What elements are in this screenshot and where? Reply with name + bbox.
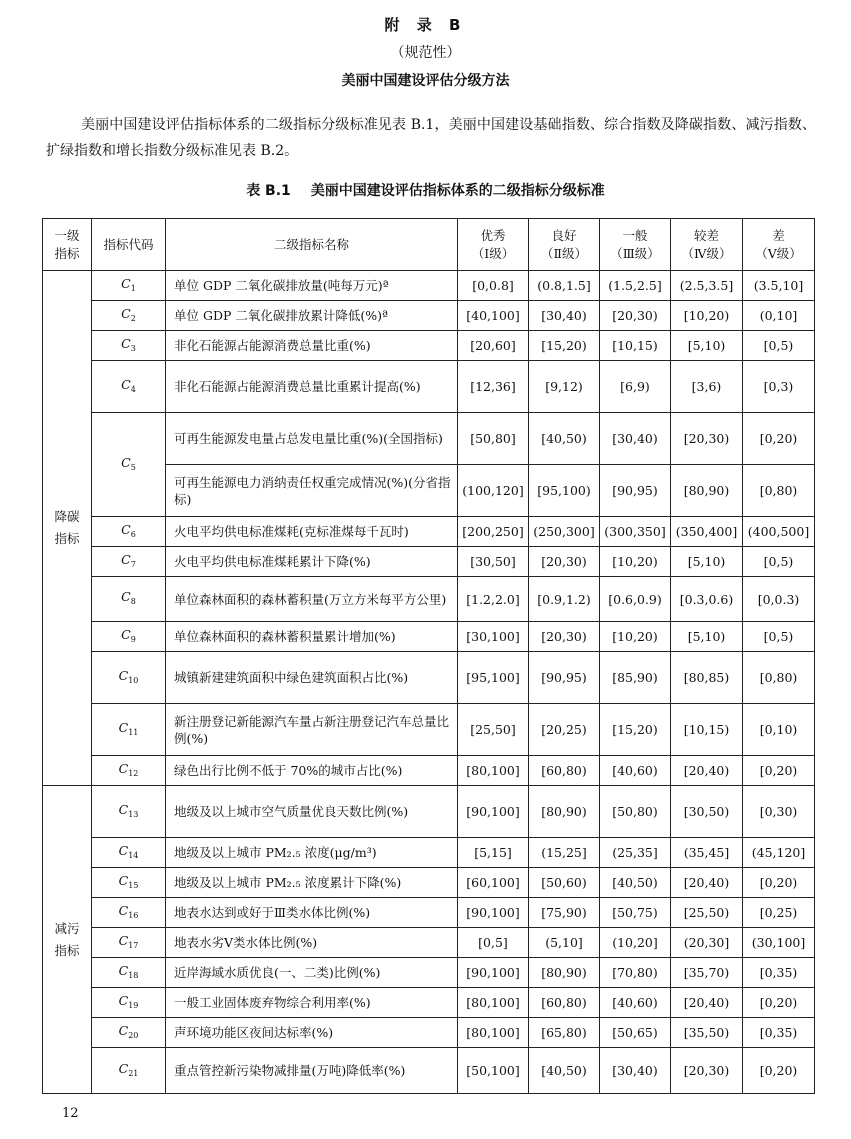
code-subscript: 17 (128, 940, 139, 950)
code-letter: $C_{16}$ (118, 902, 139, 920)
grade-range-2: (15,25] (529, 838, 600, 868)
table-row (43, 331, 815, 361)
indicator-name: 地表水劣Ⅴ类水体比例(%) (166, 928, 458, 958)
grade-range-3: (10,20] (600, 928, 671, 958)
grade-range-5: [0,20) (743, 1048, 815, 1094)
code-subscript: 6 (130, 529, 136, 539)
code-subscript: 5 (130, 462, 136, 472)
grade-range-3: (25,35] (600, 838, 671, 868)
grade-range-3: (300,350] (600, 517, 671, 547)
grade-range-1: [80,100] (458, 1018, 529, 1048)
grade-range-4: [80,90) (671, 465, 743, 517)
grade-range-4: (2.5,3.5] (671, 271, 743, 301)
code-letter: $C_{19}$ (118, 992, 139, 1010)
indicator-code (92, 898, 166, 928)
code-letter: $C_7$ (121, 551, 136, 569)
grade-range-4: (20,30] (671, 928, 743, 958)
grade-range-4: [30,50) (671, 786, 743, 838)
grade-range-5: [0,0.3) (743, 577, 815, 622)
appendix-title: 附 录 B (384, 16, 467, 34)
code-subscript: 18 (128, 970, 139, 980)
grade-range-2: [50,60) (529, 868, 600, 898)
code-subscript: 11 (128, 727, 139, 737)
grade-range-2: [40,50) (529, 413, 600, 465)
indicator-name: 可再生能源发电量占总发电量比重(%)(全国指标) (166, 413, 458, 465)
grade-range-4: [20,30) (671, 413, 743, 465)
code-letter: $C_{11}$ (118, 719, 139, 737)
indicator-name: 地级及以上城市 PM₂.₅ 浓度(μg/m³) (166, 838, 458, 868)
code-subscript: 10 (128, 675, 139, 685)
grade-level: （Ⅲ级） (610, 245, 660, 261)
header-level1-line2: 指标 (54, 245, 80, 261)
grade-range-1: [50,100] (458, 1048, 529, 1094)
code-letter: $C_6$ (121, 521, 136, 539)
code-letter: $C_4$ (121, 376, 136, 394)
table-body (43, 219, 815, 1094)
indicator-code (92, 988, 166, 1018)
category-line1: 降碳 (54, 509, 80, 524)
grade-range-5: (3.5,10] (743, 271, 815, 301)
grade-range-5: [0,20) (743, 413, 815, 465)
appendix-subtitle: （规范性） (390, 45, 461, 61)
indicator-code (92, 756, 166, 786)
table-caption (0, 180, 851, 200)
table-caption-title: 美丽中国建设评估指标体系的二级指标分级标准 (310, 183, 605, 199)
code-letter: $C_{21}$ (118, 1060, 139, 1078)
grade-range-3: [40,50) (600, 868, 671, 898)
grade-range-5: (400,500] (743, 517, 815, 547)
indicator-name: 一般工业固体废弃物综合利用率(%) (166, 988, 458, 1018)
grade-name: 较差 (693, 227, 719, 243)
grade-range-2: [95,100) (529, 465, 600, 517)
code-letter: $C_{10}$ (118, 667, 139, 685)
code-subscript: 1 (130, 283, 136, 293)
header-name: 二级指标名称 (166, 219, 458, 271)
page-number: 12 (62, 1106, 79, 1121)
indicator-name: 单位 GDP 二氧化碳排放累计降低(%)ª (166, 301, 458, 331)
grade-range-1: [20,60] (458, 331, 529, 361)
appendix-heading: 美丽中国建设评估分级方法 (341, 73, 510, 89)
grade-range-3: [20,30) (600, 301, 671, 331)
table-row (43, 756, 815, 786)
grade-range-4: [5,10) (671, 331, 743, 361)
indicator-code (92, 1048, 166, 1094)
grade-range-1: [40,100] (458, 301, 529, 331)
grade-name: 优秀 (480, 227, 506, 243)
table-row (43, 988, 815, 1018)
indicator-name: 单位 GDP 二氧化碳排放量(吨每万元)ª (166, 271, 458, 301)
indicator-code (92, 361, 166, 413)
table-row (43, 898, 815, 928)
grade-range-1: [0,5] (458, 928, 529, 958)
code-subscript: 2 (130, 313, 136, 323)
grade-range-2: [80,90) (529, 786, 600, 838)
code-subscript: 3 (130, 343, 136, 353)
indicator-name: 地级及以上城市 PM₂.₅ 浓度累计下降(%) (166, 868, 458, 898)
grade-range-5: (30,100] (743, 928, 815, 958)
indicator-name: 城镇新建建筑面积中绿色建筑面积占比(%) (166, 652, 458, 704)
indicator-code (92, 838, 166, 868)
grade-name: 差 (772, 227, 785, 243)
code-letter: $C_{14}$ (118, 842, 139, 860)
indicator-name: 新注册登记新能源汽车量占新注册登记汽车总量比例(%) (166, 704, 458, 756)
code-letter: $C_{17}$ (118, 932, 139, 950)
grade-name: 良好 (551, 227, 577, 243)
grade-range-3: (1.5,2.5] (600, 271, 671, 301)
grade-range-2: [60,80) (529, 988, 600, 1018)
table-row (43, 868, 815, 898)
grade-level: （Ⅱ级） (541, 245, 587, 261)
grade-range-5: [0,20) (743, 868, 815, 898)
indicator-name: 地表水达到或好于Ⅲ类水体比例(%) (166, 898, 458, 928)
grade-range-1: [5,15] (458, 838, 529, 868)
table-row (43, 704, 815, 756)
grade-range-2: [75,90) (529, 898, 600, 928)
indicator-code (92, 652, 166, 704)
grade-range-5: (45,120] (743, 838, 815, 868)
indicator-name: 非化石能源占能源消费总量比重累计提高(%) (166, 361, 458, 413)
code-subscript: 12 (128, 768, 139, 778)
grade-range-2: (5,10] (529, 928, 600, 958)
code-subscript: 20 (128, 1030, 139, 1040)
grade-range-1: [90,100] (458, 958, 529, 988)
grade-range-2: [0.9,1.2) (529, 577, 600, 622)
table-row (43, 271, 815, 301)
category-line2: 指标 (54, 942, 80, 958)
indicator-code (92, 271, 166, 301)
grade-range-4: [80,85) (671, 652, 743, 704)
grade-range-2: [20,30) (529, 547, 600, 577)
grade-range-3: [85,90) (600, 652, 671, 704)
grade-range-4: [10,15) (671, 704, 743, 756)
grade-range-1: [95,100] (458, 652, 529, 704)
indicator-code (92, 301, 166, 331)
code-subscript: 21 (128, 1068, 139, 1078)
grade-range-4: [20,40) (671, 756, 743, 786)
code-letter: $C_{18}$ (118, 962, 139, 980)
grade-range-2: [9,12) (529, 361, 600, 413)
category-line2: 指标 (54, 531, 80, 546)
grade-range-4: [35,50) (671, 1018, 743, 1048)
grade-range-1: [90,100] (458, 898, 529, 928)
code-subscript: 14 (128, 850, 139, 860)
grade-range-5: [0,3) (743, 361, 815, 413)
grade-range-2: [30,40) (529, 301, 600, 331)
code-subscript: 8 (130, 597, 136, 606)
code-letter: $C_{13}$ (118, 801, 139, 819)
grade-range-1: [30,50] (458, 547, 529, 577)
grade-range-3: [50,75) (600, 898, 671, 928)
grade-range-5: [0,10) (743, 704, 815, 756)
intro-paragraph: 美丽中国建设评估指标体系的二级指标分级标准见表 B.1，美丽中国建设基础指数、综合指数及降碳指数、减污指数、扩绿指数和增长指数分级标准见表 B.2。 (46, 117, 816, 159)
code-letter: $C_{20}$ (118, 1022, 139, 1040)
grade-range-3: [90,95) (600, 465, 671, 517)
grade-range-1: [80,100] (458, 988, 529, 1018)
grade-range-3: [50,80) (600, 786, 671, 838)
grade-range-4: [0.3,0.6) (671, 577, 743, 622)
grade-range-5: [0,20) (743, 988, 815, 1018)
code-letter: $C_1$ (121, 275, 136, 293)
table-row (43, 786, 815, 838)
code-letter: $C_8$ (121, 589, 136, 606)
grade-range-4: (35,45] (671, 838, 743, 868)
code-letter: $C_3$ (121, 335, 136, 353)
indicator-code (92, 868, 166, 898)
indicator-name: 单位森林面积的森林蓄积量累计增加(%) (166, 622, 458, 652)
table-row (43, 577, 815, 622)
code-letter: $C_{15}$ (118, 872, 139, 890)
grade-range-1: [0,0.8] (458, 271, 529, 301)
table-row (43, 622, 815, 652)
header-level1 (43, 219, 92, 271)
code-subscript: 16 (128, 910, 139, 920)
grade-range-1: [25,50] (458, 704, 529, 756)
code-letter: $C_5$ (121, 454, 136, 472)
grade-range-2: [20,30) (529, 622, 600, 652)
grade-range-1: [12,36] (458, 361, 529, 413)
table-row (43, 928, 815, 958)
grade-range-4: (350,400] (671, 517, 743, 547)
grade-range-3: [70,80) (600, 958, 671, 988)
grade-range-3: [10,20) (600, 547, 671, 577)
header-grade-2 (529, 219, 600, 271)
grade-range-1: (100,120] (458, 465, 529, 517)
grade-range-1: [90,100] (458, 786, 529, 838)
table-row (43, 517, 815, 547)
code-subscript: 15 (128, 880, 139, 890)
table-row (43, 361, 815, 413)
indicator-code (92, 704, 166, 756)
grade-range-5: [0,80) (743, 465, 815, 517)
grade-range-5: (0,10] (743, 301, 815, 331)
indicator-code (92, 547, 166, 577)
code-subscript: 4 (130, 384, 136, 394)
grade-range-4: [20,40) (671, 868, 743, 898)
category-line1: 减污 (54, 920, 80, 936)
table-row (43, 413, 815, 465)
code-subscript: 13 (128, 809, 139, 819)
grade-range-2: [20,25) (529, 704, 600, 756)
grade-range-3: [10,15) (600, 331, 671, 361)
grade-range-2: [40,50) (529, 1048, 600, 1094)
grade-range-3: [0.6,0.9) (600, 577, 671, 622)
grade-range-2: [90,95) (529, 652, 600, 704)
grade-range-1: [30,100] (458, 622, 529, 652)
table-row (43, 547, 815, 577)
header-grade-3 (600, 219, 671, 271)
grade-range-3: [50,65) (600, 1018, 671, 1048)
grade-range-2: (0.8,1.5] (529, 271, 600, 301)
category-carbon-reduction (43, 271, 92, 786)
grade-range-5: [0,20) (743, 756, 815, 786)
grade-range-1: [50,80] (458, 413, 529, 465)
indicator-code (92, 928, 166, 958)
grade-range-3: [40,60) (600, 988, 671, 1018)
grade-range-1: [1.2,2.0] (458, 577, 529, 622)
indicator-code (92, 1018, 166, 1048)
table-row (43, 838, 815, 868)
grade-range-2: [60,80) (529, 756, 600, 786)
indicator-code (92, 622, 166, 652)
code-subscript: 19 (128, 1000, 139, 1010)
header-level1-line1: 一级 (54, 227, 80, 243)
grade-level: （Ⅳ级） (681, 245, 732, 261)
code-subscript: 9 (130, 634, 136, 644)
table-caption-label: 表 B.1 (246, 183, 291, 199)
grade-range-4: [20,40) (671, 988, 743, 1018)
indicator-name: 重点管控新污染物减排量(万吨)降低率(%) (166, 1048, 458, 1094)
grade-range-4: [5,10) (671, 622, 743, 652)
indicator-code (92, 413, 166, 517)
table-row (43, 1048, 815, 1094)
indicator-name: 可再生能源电力消纳责任权重完成情况(%)(分省指标) (166, 465, 458, 517)
indicator-name: 非化石能源占能源消费总量比重(%) (166, 331, 458, 361)
grade-range-5: [0,35) (743, 958, 815, 988)
indicator-code (92, 331, 166, 361)
grade-range-5: [0,35) (743, 1018, 815, 1048)
indicator-name: 绿色出行比例不低于 70%的城市占比(%) (166, 756, 458, 786)
table-row (43, 1018, 815, 1048)
grade-range-1: [80,100] (458, 756, 529, 786)
grade-range-5: [0,25) (743, 898, 815, 928)
indicator-name: 地级及以上城市空气质量优良天数比例(%) (166, 786, 458, 838)
grade-name: 一般 (622, 227, 648, 243)
code-letter: $C_{12}$ (118, 760, 139, 778)
header-grade-5 (743, 219, 815, 271)
grade-range-2: [15,20) (529, 331, 600, 361)
indicator-name: 近岸海域水质优良(一、二类)比例(%) (166, 958, 458, 988)
grade-range-4: [5,10) (671, 547, 743, 577)
indicator-code (92, 517, 166, 547)
grade-range-3: [6,9) (600, 361, 671, 413)
grade-range-4: [3,6) (671, 361, 743, 413)
grade-range-5: [0,5) (743, 547, 815, 577)
table-row (43, 301, 815, 331)
table-header-row (43, 219, 815, 271)
indicator-code (92, 958, 166, 988)
grade-range-4: [10,20) (671, 301, 743, 331)
grade-range-2: (250,300] (529, 517, 600, 547)
code-subscript: 7 (130, 559, 136, 569)
grade-range-4: [25,50) (671, 898, 743, 928)
grade-range-5: [0,30) (743, 786, 815, 838)
grade-range-4: [20,30) (671, 1048, 743, 1094)
indicator-code (92, 577, 166, 622)
indicator-name: 声环境功能区夜间达标率(%) (166, 1018, 458, 1048)
grade-range-3: [30,40) (600, 413, 671, 465)
grade-level: （Ⅴ级） (755, 245, 802, 261)
header-grade-1 (458, 219, 529, 271)
grade-level: （Ⅰ级） (471, 245, 515, 261)
grade-range-2: [65,80) (529, 1018, 600, 1048)
grade-range-3: [30,40) (600, 1048, 671, 1094)
grade-range-4: [35,70) (671, 958, 743, 988)
indicator-name: 单位森林面积的森林蓄积量(万立方米每平方公里) (166, 577, 458, 622)
table-row (43, 652, 815, 704)
code-letter: $C_2$ (121, 305, 136, 323)
grade-range-5: [0,5) (743, 331, 815, 361)
category-pollution-reduction (43, 786, 92, 1094)
indicator-code (92, 786, 166, 838)
grade-range-3: [40,60) (600, 756, 671, 786)
indicator-name: 火电平均供电标准煤耗累计下降(%) (166, 547, 458, 577)
grade-range-2: [80,90) (529, 958, 600, 988)
grade-range-1: [200,250] (458, 517, 529, 547)
grade-range-3: [10,20) (600, 622, 671, 652)
table-row (43, 958, 815, 988)
grade-range-3: [15,20) (600, 704, 671, 756)
header-code: 指标代码 (92, 219, 166, 271)
grade-range-1: [60,100] (458, 868, 529, 898)
grading-table (42, 218, 815, 1094)
code-letter: $C_9$ (121, 626, 136, 644)
grade-range-5: [0,5) (743, 622, 815, 652)
grade-range-5: [0,80) (743, 652, 815, 704)
header-grade-4 (671, 219, 743, 271)
indicator-name: 火电平均供电标准煤耗(克标准煤每千瓦时) (166, 517, 458, 547)
